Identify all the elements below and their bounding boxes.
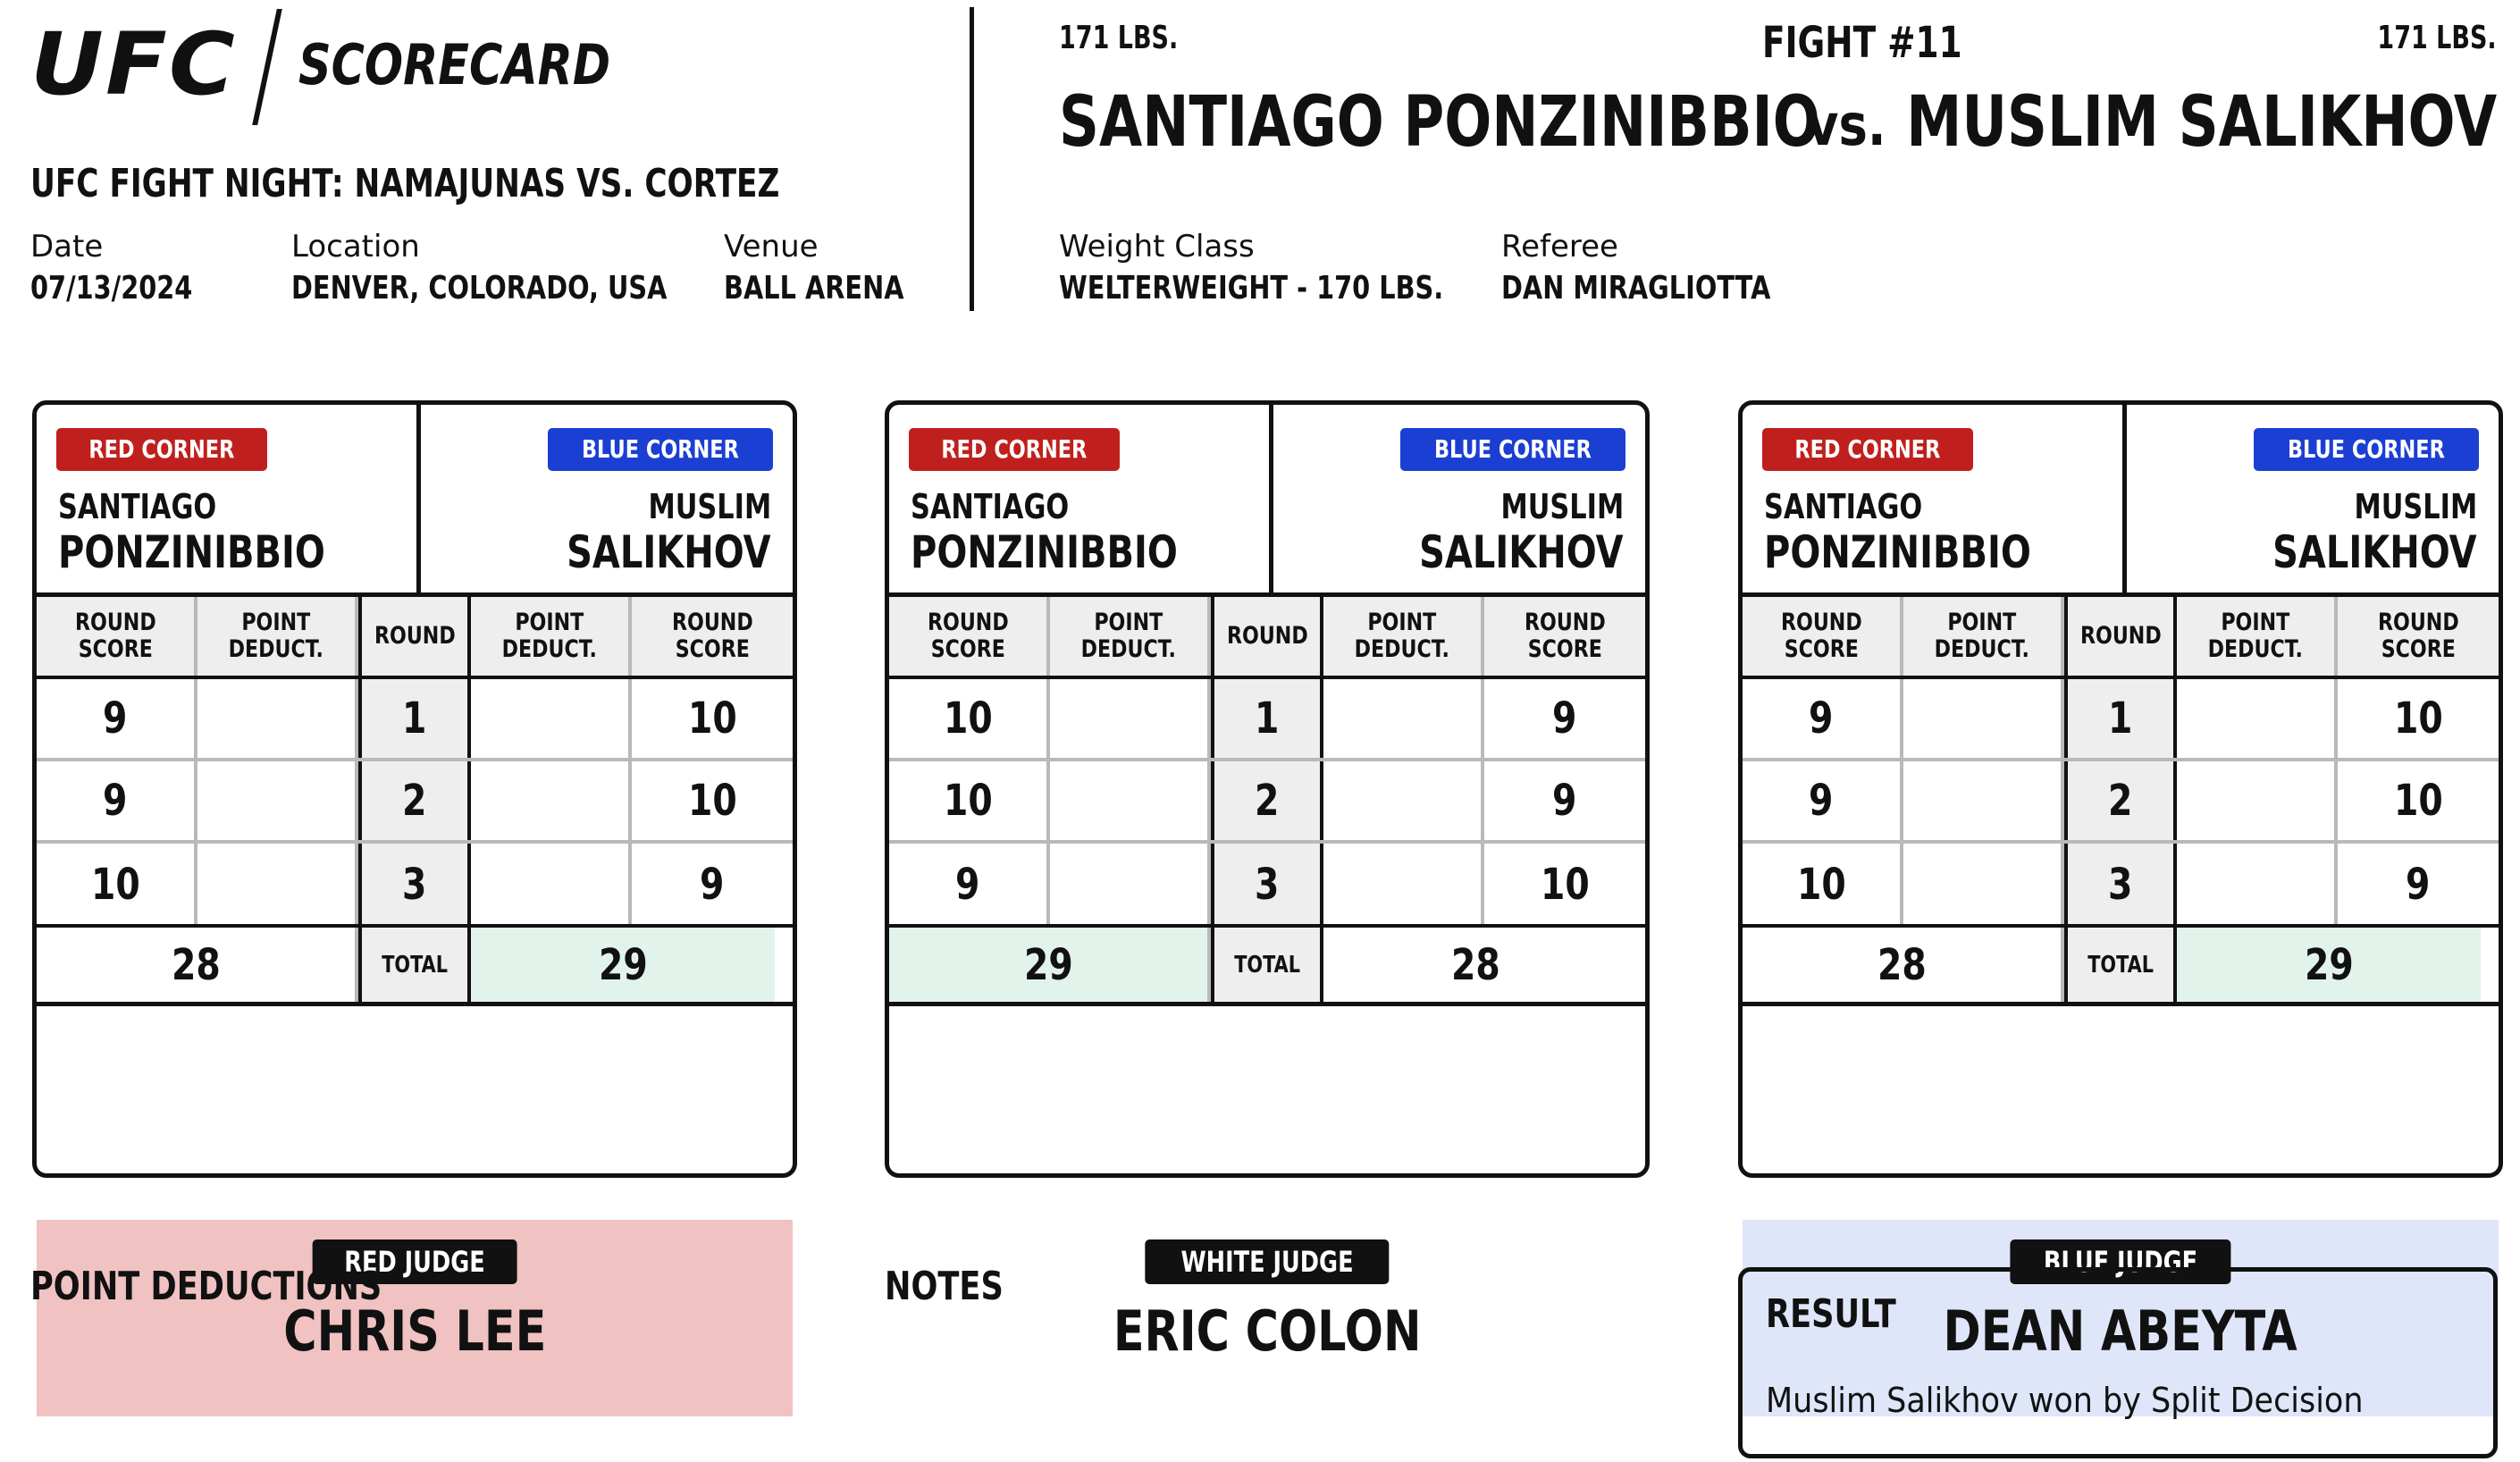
red-point-deduct-header: POINT DEDUCT. (197, 597, 358, 676)
red-round-score-header: ROUND SCORE (889, 597, 1050, 676)
weight-class-value: WELTERWEIGHT - 170 LBS. (1059, 270, 1444, 307)
blue-fighter-name: MUSLIM SALIKHOV (1906, 82, 2497, 163)
blue-point-deduct (471, 761, 632, 840)
referee-label: Referee (1501, 229, 1618, 265)
red-point-deduct-header: POINT DEDUCT. (1050, 597, 1211, 676)
total-label: TOTAL (1211, 928, 1323, 1002)
notes-title: NOTES (885, 1264, 1004, 1309)
blue-first-name: MUSLIM (648, 487, 771, 526)
blue-point-deduct (2177, 761, 2338, 840)
logo-slash (252, 9, 282, 125)
blue-first-name: MUSLIM (1500, 487, 1624, 526)
blue-point-deduct (471, 844, 632, 926)
header-split (2122, 405, 2127, 597)
blue-first-name: MUSLIM (2354, 487, 2477, 526)
result-title: RESULT (1766, 1291, 1896, 1337)
round-row (37, 761, 793, 844)
round-row (889, 844, 1645, 926)
judge-name: ERIC COLON (1113, 1298, 1422, 1364)
blue-point-deduct (2177, 844, 2338, 926)
fight-number: FIGHT #11 (1762, 18, 1962, 68)
score-header-row (1743, 597, 2499, 679)
red-last-name: PONZINIBBIO (1764, 526, 2031, 578)
round-number: 2 (1211, 761, 1323, 840)
round-row (1743, 761, 2499, 844)
judge-name: DEAN ABEYTA (1943, 1298, 2298, 1364)
red-fighter-name: SANTIAGO PONZINIBBIO (1059, 82, 1820, 163)
round-row (889, 679, 1645, 761)
blue-round-score: 10 (2393, 693, 2443, 744)
red-round-score-header: ROUND SCORE (37, 597, 197, 676)
red-total: 28 (37, 928, 358, 1002)
score-header-row (889, 597, 1645, 679)
event-title: UFC FIGHT NIGHT: NAMAJUNAS VS. CORTEZ (30, 161, 780, 206)
blue-round-score: 9 (700, 860, 725, 910)
red-round-score: 10 (889, 761, 1050, 840)
venue-value: BALL ARENA (724, 270, 904, 307)
blue-point-deduct (1323, 761, 1484, 840)
red-round-score: 9 (889, 844, 1050, 926)
blue-round-score-header: ROUND SCORE (1524, 609, 1606, 663)
blue-round-score: 10 (687, 776, 737, 826)
red-corner-badge: RED CORNER (909, 428, 1120, 471)
round-row (37, 844, 793, 926)
red-first-name: SANTIAGO (1764, 487, 1923, 526)
header-divider (970, 7, 974, 311)
round-number: 1 (358, 679, 471, 758)
red-round-score: 9 (37, 679, 197, 758)
red-round-score: 10 (889, 679, 1050, 758)
blue-point-deduct (2177, 679, 2338, 758)
result-text: Muslim Salikhov won by Split Decision (1766, 1381, 2364, 1420)
red-point-deduct (197, 761, 358, 840)
blue-round-score: 9 (1552, 693, 1577, 744)
red-round-score: 10 (1743, 844, 1903, 926)
blue-point-deduct (471, 679, 632, 758)
total-row (37, 924, 793, 1006)
total-row (889, 924, 1645, 1006)
red-round-score: 10 (37, 844, 197, 926)
red-total: 29 (889, 928, 1211, 1002)
round-number: 3 (2064, 844, 2177, 926)
blue-total: 29 (2177, 928, 2481, 1002)
red-total: 28 (1743, 928, 2064, 1002)
referee-value: DAN MIRAGLIOTTA (1501, 270, 1771, 307)
blue-corner-badge: BLUE CORNER (1400, 428, 1625, 471)
red-round-score-header: ROUND SCORE (1743, 597, 1903, 676)
venue-label: Venue (724, 229, 819, 265)
red-first-name: SANTIAGO (911, 487, 1070, 526)
blue-corner-badge: BLUE CORNER (548, 428, 773, 471)
point-deductions-title: POINT DEDUCTIONS (30, 1264, 382, 1309)
round-number: 2 (358, 761, 471, 840)
blue-point-deduct-header: POINT DEDUCT. (471, 597, 632, 676)
blue-last-name: SALIKHOV (567, 526, 771, 578)
scorecard-header (889, 405, 1645, 597)
total-label: TOTAL (2064, 928, 2177, 1002)
weight-class-label: Weight Class (1059, 229, 1255, 265)
red-last-name: PONZINIBBIO (58, 526, 325, 578)
judge-badge: WHITE JUDGE (1145, 1239, 1389, 1284)
red-point-deduct (1903, 761, 2064, 840)
round-row (889, 761, 1645, 844)
round-row (1743, 679, 2499, 761)
red-point-deduct (1050, 761, 1211, 840)
blue-total: 29 (471, 928, 775, 1002)
blue-total: 28 (1450, 939, 1500, 990)
blue-round-score-header: ROUND SCORE (671, 609, 753, 663)
blue-round-score: 10 (1540, 860, 1590, 910)
red-round-score: 9 (1743, 679, 1903, 758)
round-number: 1 (1211, 679, 1323, 758)
total-row (1743, 924, 2499, 1006)
judge-panel (889, 1220, 1645, 1416)
round-header: ROUND (358, 597, 471, 676)
round-number: 3 (1211, 844, 1323, 926)
blue-last-name: SALIKHOV (1419, 526, 1624, 578)
judge-badge: RED JUDGE (313, 1239, 517, 1284)
judge-badge: BLUE JUDGE (2010, 1239, 2230, 1284)
ufc-logo (30, 14, 611, 114)
blue-last-name: SALIKHOV (2272, 526, 2477, 578)
judge-name: CHRIS LEE (282, 1298, 547, 1364)
blue-round-score: 9 (1552, 776, 1577, 826)
blue-round-score: 9 (2406, 860, 2431, 910)
red-point-deduct-header: POINT DEDUCT. (1903, 597, 2064, 676)
blue-round-score: 10 (687, 693, 737, 744)
round-row (37, 679, 793, 761)
header-split (1269, 405, 1273, 597)
red-corner-badge: RED CORNER (1762, 428, 1973, 471)
location-label: Location (291, 229, 420, 265)
date-label: Date (30, 229, 104, 265)
red-point-deduct (197, 679, 358, 758)
scorecard-header (1743, 405, 2499, 597)
round-number: 2 (2064, 761, 2177, 840)
red-point-deduct (1903, 844, 2064, 926)
round-number: 1 (2064, 679, 2177, 758)
blue-point-deduct-header: POINT DEDUCT. (2177, 597, 2338, 676)
blue-round-score: 10 (2393, 776, 2443, 826)
blue-point-deduct-header: POINT DEDUCT. (1323, 597, 1484, 676)
round-header: ROUND (2064, 597, 2177, 676)
red-weight: 171 LBS. (1059, 20, 1179, 56)
date-value: 07/13/2024 (30, 270, 193, 307)
red-last-name: PONZINIBBIO (911, 526, 1178, 578)
red-corner-badge: RED CORNER (56, 428, 267, 471)
blue-corner-badge: BLUE CORNER (2254, 428, 2479, 471)
logo-text: UFC (30, 14, 237, 114)
result-box (1738, 1267, 2498, 1458)
round-header: ROUND (1211, 597, 1323, 676)
blue-round-score-header: ROUND SCORE (2377, 609, 2459, 663)
red-point-deduct (1050, 844, 1211, 926)
red-round-score: 9 (1743, 761, 1903, 840)
score-header-row (37, 597, 793, 679)
red-round-score: 9 (37, 761, 197, 840)
round-row (1743, 844, 2499, 926)
red-first-name: SANTIAGO (58, 487, 217, 526)
logo-subtitle: SCORECARD (298, 32, 611, 97)
round-number: 3 (358, 844, 471, 926)
blue-weight: 171 LBS. (2377, 20, 2497, 56)
scorecard-header (37, 405, 793, 597)
red-point-deduct (1050, 679, 1211, 758)
red-point-deduct (1903, 679, 2064, 758)
total-label: TOTAL (358, 928, 471, 1002)
red-point-deduct (197, 844, 358, 926)
location-value: DENVER, COLORADO, USA (291, 270, 668, 307)
header-split (416, 405, 421, 597)
blue-point-deduct (1323, 844, 1484, 926)
vs-label: vs. (1807, 93, 1886, 159)
judge-panel (37, 1220, 793, 1416)
blue-point-deduct (1323, 679, 1484, 758)
